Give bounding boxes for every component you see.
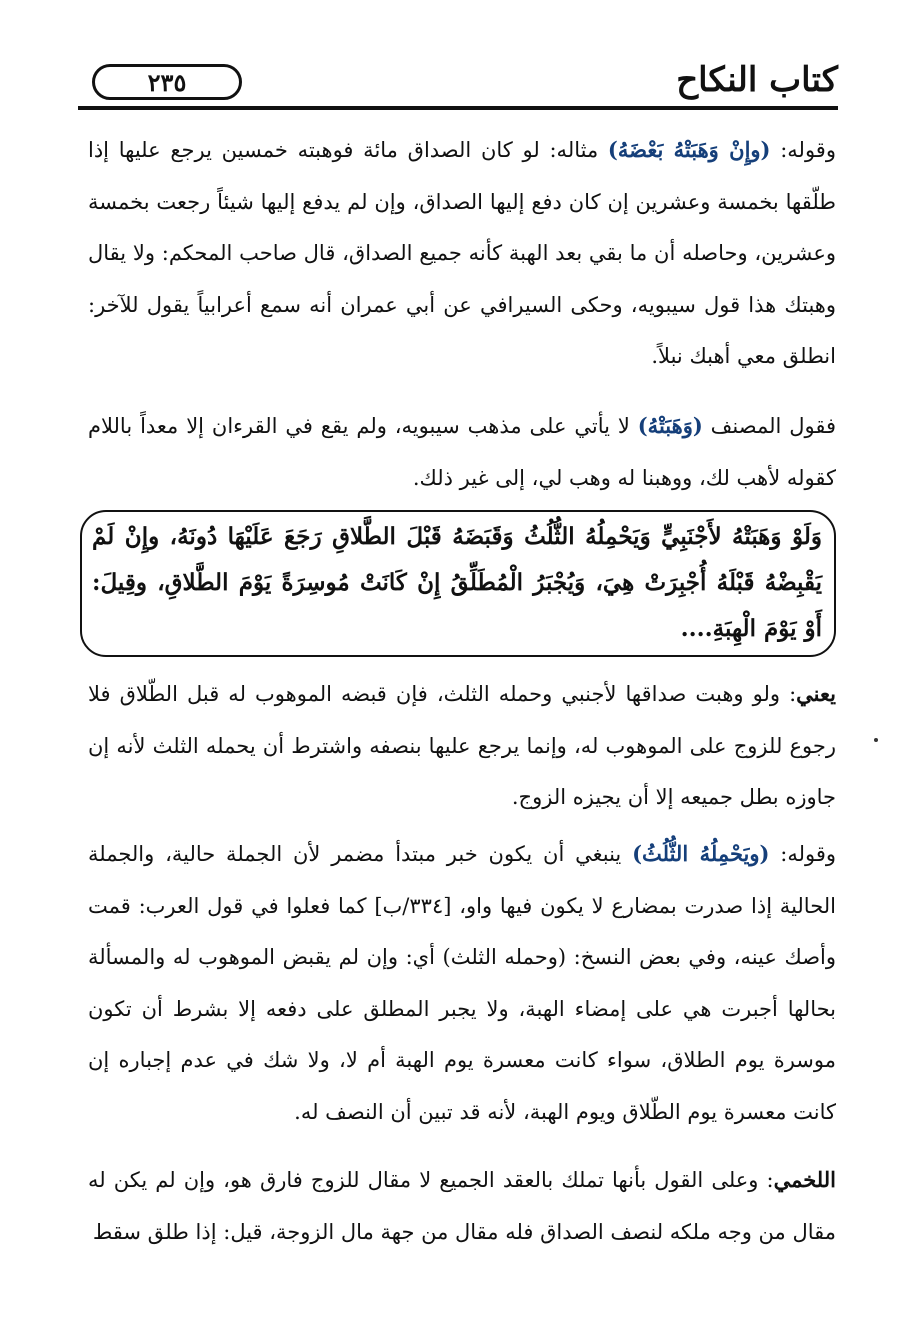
paragraph-5-body: : وعلى القول بأنها تملك بالعقد الجميع لا مقال للزوج فارق هو، وإن لم يكن له مقال من وجه ملكه لنصف الصداق فله مقال من جهة مال الزوجة، قيل: إذا طلق سقط xyxy=(88,1168,836,1244)
paragraph-3 xyxy=(88,668,836,824)
page-number: ٢٣٥ xyxy=(147,67,187,97)
paragraph-1-quote: (وإِنْ وَهَبَتْهُ بَعْضَهُ) xyxy=(607,137,771,162)
book-title: كتاب النكاح xyxy=(676,60,838,100)
paragraph-2 xyxy=(88,400,836,504)
paragraph-5-label: اللخمي xyxy=(773,1167,836,1192)
matn-text: وَلَوْ وَهَبَتْهُ لأَجْنَبِيٍّ وَيَحْمِلُهُ الثُّلُثُ وَقَبَضَهُ قَبْلَ الطَّلاقِ رَجَعَ عَلَيْهَا دُونَهُ، وإِنْ لَمْ يَقْبِضْهُ قَبْلَهُ أُجْبِرَتْ هِيَ، وَيُجْبَرُ الْمُطَلِّقُ إِنْ كَانَتْ مُوسِرَةً يَوْمَ الطَّلاقِ، وقِيلَ: أَوْ يَوْمَ الْهِبَةِ.... xyxy=(92,523,822,642)
paragraph-4 xyxy=(88,828,836,1138)
paragraph-2-intro: فقول المصنف xyxy=(702,414,836,438)
paragraph-2-body: لا يأتي على مذهب سيبويه، ولم يقع في القرءان إلا معداً باللام كقوله لأهب لك، ووهبنا له وهب لي، إلى غير ذلك. xyxy=(88,414,836,490)
page-number-badge xyxy=(92,64,242,100)
paragraph-4-intro: وقوله: xyxy=(769,842,837,866)
paragraph-1 xyxy=(88,124,836,383)
paragraph-4-quote: (ويَحْمِلُهُ الثُّلُثُ) xyxy=(632,841,770,866)
paragraph-1-intro: وقوله: xyxy=(770,138,836,162)
paragraph-4-body: ينبغي أن يكون خبر مبتدأ مضمر لأن الجملة حالية، والجملة الحالية إذا صدرت بمضارع لا يكون فيها واو، [٣٣٤/ب] كما فعلوا في قول العرب: قمت وأصك عينه، وفي بعض النسخ: (وحمله الثلث) أي: وإن لم يقبض الموهوب له والمسألة بحالها أجبرت هي على إمضاء الهبة، ولا يجبر المطلق على دفعه إلا بشرط أن تكون موسرة يوم الطلاق، سواء كانت معسرة يوم الهبة أم لا، ولا شك في عدم إجباره إن كانت معسرة يوم الطّلاق ويوم الهبة، لأنه قد تبين أن النصف له. xyxy=(88,842,836,1124)
paragraph-3-label: يعني xyxy=(796,681,836,706)
page-header xyxy=(78,60,838,108)
paragraph-1-body: مثاله: لو كان الصداق مائة فوهبته خمسين يرجع عليها إذا طلّقها بخمسة وعشرين إن كان دفع إليها الصداق، وإن لم يدفع إليها شيئاً رجعت بخمسة وعشرين، وحاصله أن ما بقي بعد الهبة كأنه جميع الصداق، قال صاحب المحكم: ولا يقال وهبتك هذا قول سيبويه، وحكى السيرافي عن أبي عمران أنه سمع أعرابياً يقول للآخر: انطلق معي أهبك نبلاً. xyxy=(88,138,836,368)
paragraph-2-quote: (وَهَبَتْهُ) xyxy=(637,413,703,438)
header-divider xyxy=(78,106,838,110)
paragraph-3-body: : ولو وهبت صداقها لأجنبي وحمله الثلث، فإن قبضه الموهوب له قبل الطّلاق فلا رجوع للزوج على الموهوب له، وإنما يرجع عليها بنصفه واشترط أن يحمله الثلث لأنه إن جاوزه بطل جميعه إلا أن يجيزه الزوج. xyxy=(88,682,836,809)
paragraph-5 xyxy=(88,1154,836,1258)
margin-dot xyxy=(874,738,878,742)
